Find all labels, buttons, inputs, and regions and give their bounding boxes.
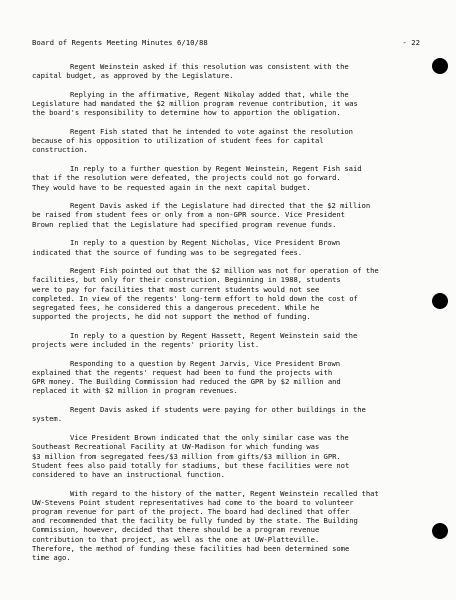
minutes-paragraph — [32, 127, 420, 155]
paragraph-line: because of his opposition to utilization of student fees for capital — [32, 136, 324, 146]
paragraph-line: completed. In view of the regents' long-term effort to hold down the cost of — [32, 293, 358, 303]
minutes-body — [32, 62, 420, 572]
paragraph-line: GPR money. The Building Commission had reduced the GPR by $2 million and — [32, 377, 341, 387]
paragraph-line: Responding to a question by Regent Jarvis, Vice President Brown — [70, 358, 341, 368]
paragraph-line: construction. — [32, 145, 88, 155]
punch-hole-middle-icon — [432, 293, 448, 309]
paragraph-line: the board's responsibility to determine how to apportion the obligation. — [32, 108, 341, 118]
paragraph-line: Brown replied that the Legislature had specified program revenue funds. — [32, 219, 337, 229]
paragraph-line: In reply to a question by Regent Hassett, Regent Weinstein said the — [70, 330, 358, 340]
page-number: - 22 — [402, 38, 420, 47]
minutes-paragraph — [32, 331, 420, 349]
paragraph-line: Vice President Brown indicated that the only similar case was the — [70, 433, 349, 443]
paragraph-line: Regent Fish stated that he intended to vote against the resolution — [70, 127, 353, 137]
paragraph-line: In reply to a further question by Regent Weinstein, Regent Fish said — [70, 164, 362, 174]
minutes-paragraph — [32, 405, 420, 423]
minutes-paragraph — [32, 62, 420, 80]
minutes-paragraph — [32, 164, 420, 192]
page-header — [32, 38, 420, 48]
minutes-paragraph — [32, 266, 420, 321]
minutes-paragraph — [32, 489, 420, 563]
paragraph-line: Regent Weinstein asked if this resolution was consistent with the — [70, 62, 349, 71]
paragraph-line: replaced it with $2 million in program revenues. — [32, 386, 238, 396]
paragraph-line: projects were included in the regents' priority list. — [32, 340, 260, 350]
paragraph-line: were to pay for facilities that most current students would not see — [32, 284, 320, 294]
paragraph-line: Student fees also paid totally for stadiums, but these facilities were not — [32, 460, 350, 470]
paragraph-line: indicated that the source of funding was to be segregated fees. — [32, 247, 303, 257]
paragraph-line: facilities, but only for their construction. Beginning in 1988, students — [32, 275, 341, 285]
paragraph-line: Legislature had mandated the $2 million program revenue contribution, it was — [32, 99, 358, 109]
punch-hole-bottom-icon — [432, 523, 448, 539]
paragraph-line: Commission, however, decided that there should be a program revenue — [32, 525, 320, 535]
paragraph-line: system. — [32, 414, 63, 424]
paragraph-line: With regard to the history of the matter, Regent Weinstein recalled that — [70, 488, 379, 498]
paragraph-line: In reply to a question by Regent Nicholas, Vice President Brown — [70, 238, 341, 248]
paragraph-line: $3 million from segregated fees/$3 million from gifts/$3 million in GPR. — [32, 451, 341, 461]
minutes-paragraph — [32, 201, 420, 229]
document-title: Board of Regents Meeting Minutes 6/10/88 — [32, 38, 208, 47]
paragraph-line: that if the resolution were defeated, the projects could not go forward. — [32, 173, 341, 183]
paragraph-line: UW-Stevens Point student representatives had come to the board to volunteer — [32, 497, 354, 507]
paragraph-line: Regent Davis asked if the Legislature had directed that the $2 million — [70, 201, 371, 211]
paragraph-line: Replying in the affirmative, Regent Nikolay added that, while the — [70, 89, 349, 99]
paragraph-line: Southeast Recreational Facility at UW-Madison for which funding was — [32, 442, 320, 452]
paragraph-line: Regent Fish pointed out that the $2 million was not for operation of the — [70, 266, 379, 276]
paragraph-line: considered to have an instructional function. — [32, 469, 225, 479]
paragraph-line: contribution to that project, as well as the one at UW-Platteville. — [32, 534, 320, 544]
minutes-paragraph — [32, 433, 420, 479]
paragraph-line: be raised from student fees or only from a non-GPR source. Vice President — [32, 210, 345, 220]
minutes-paragraph — [32, 238, 420, 256]
paragraph-line: capital budget, as approved by the Legislature. — [32, 71, 234, 81]
minutes-paragraph — [32, 90, 420, 118]
paragraph-line: time ago. — [32, 553, 71, 563]
paragraph-line: segregated fees, he considered this a dangerous precedent. While he — [32, 303, 320, 313]
punch-hole-top-icon — [432, 58, 448, 74]
paragraph-line: and recommended that the facility be fully funded by the state. The Building — [32, 516, 358, 526]
paragraph-line: Regent Davis asked if students were paying for other buildings in the — [70, 405, 366, 415]
paragraph-line: Therefore, the method of funding these facilities had been determined some — [32, 543, 350, 553]
paragraph-line: They would have to be requested again in the next capital budget. — [32, 182, 311, 192]
paragraph-line: program revenue for part of the project. The board had declined that offer — [32, 507, 350, 517]
paragraph-line: supported the projects, he did not support the method of funding. — [32, 312, 311, 322]
minutes-paragraph — [32, 359, 420, 396]
paragraph-line: explained that the regents' request had been to fund the projects with — [32, 368, 333, 378]
